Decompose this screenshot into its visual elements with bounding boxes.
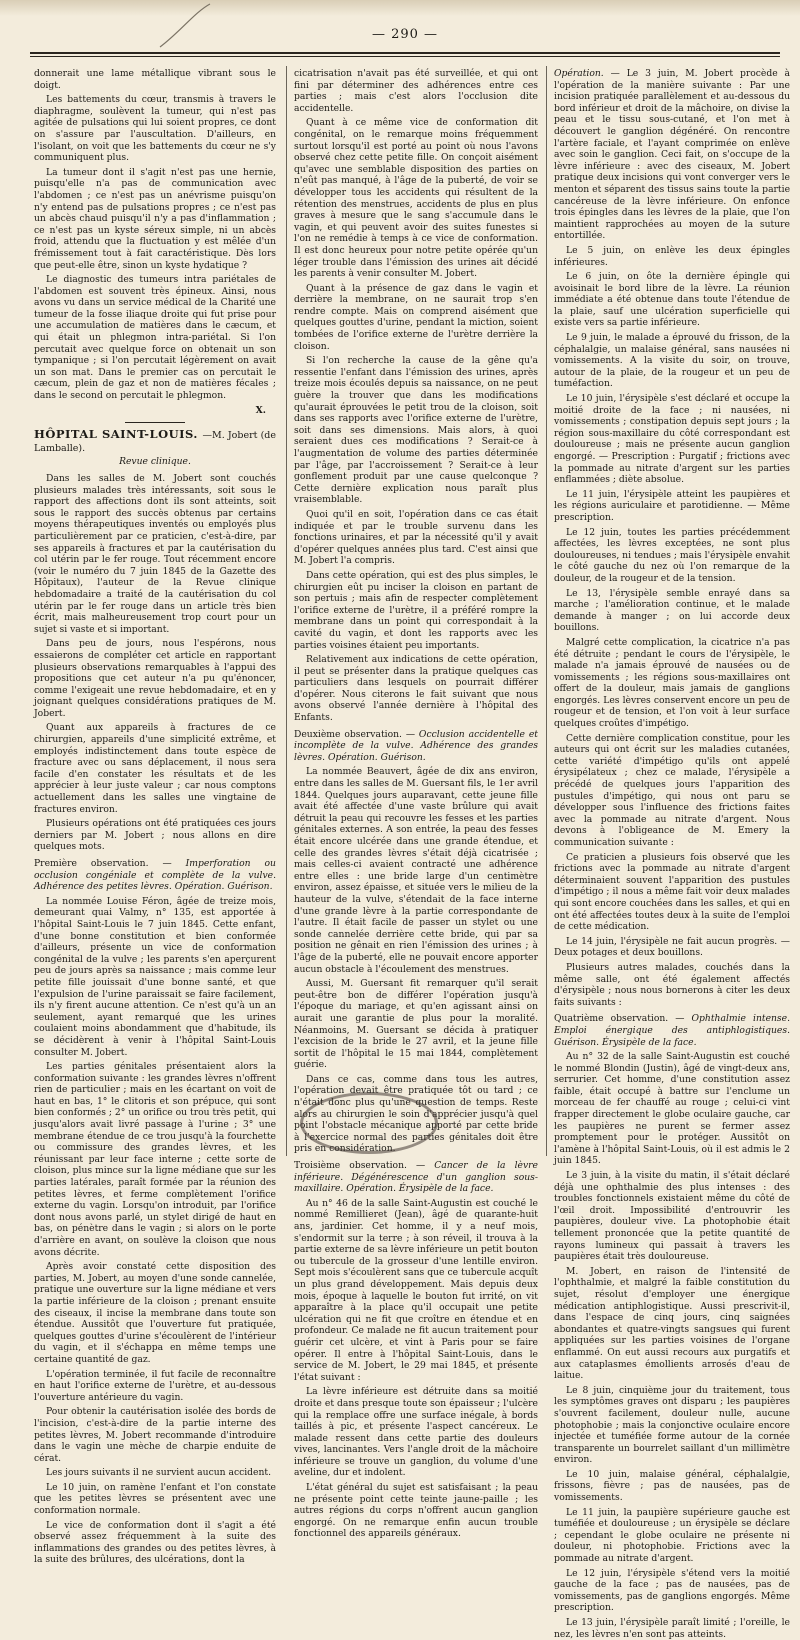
paragraph: Ce praticien a plusieurs fois observé que les frictions avec la pommade au nitrate d'argent déterminaient souvent l'apparition des pustules d'impétigo ; il nous a même fait voir deux malades qui sont encore couchées dans les salles, et qui en ont été affectées toutes deux à la suite de l'emploi de cette médication. xyxy=(554,851,790,933)
observation-label: Deuxième observation. xyxy=(294,728,402,740)
paragraph: Plusieurs opérations ont été pratiquées ces jours derniers par M. Jobert ; nous allons en dire quelques mots. xyxy=(34,818,276,853)
paragraph: Dans les salles de M. Jobert sont couchés plusieurs malades très intéressants, soit sous le rapport des affections dont ils sont atteints, soit sous le rapport des succès obtenus par certains moyens thérapeutiques inventés ou employés plus particulièrement par ce praticien, c'est-à-dire, par ses appareils à fractures et par la cautérisation du col utérin par le fer rouge. Tout récemment encore (voir le numéro du 7 juin 1845 de la Gazette des Hôpitaux), l'auteur de la Revue clinique hebdomadaire a traité de la cautérisation du col utérin par le fer rouge dans un article très bien écrit, mais malheureusement trop court pour un sujet si vaste et si important. xyxy=(34,473,276,635)
revue-clinique-heading: Revue clinique. xyxy=(119,456,191,468)
paragraph: Le 11 juin, la paupière supérieure gauche est tuméfiée et douloureuse ; un érysipèle se déclare ; cependant le globe oculaire ne présente ni douleur, ni photophobie. Frictions avec la pommade au nitrate d'argent. xyxy=(554,1506,790,1565)
paragraph: Le diagnostic des tumeurs intra pariétales de l'abdomen est souvent très épineux. Ainsi, nous avons vu dans un service médical de la Charité une tumeur de la fosse iliaque droite qui fut prise pour une accumulation de matières dans le cæcum, et qui était un phlegmon intra-pariétal. Si l'on percutait avec quelque force on obtenait un son tympanique ; si l'on percutait légèrement on avait un son mat. Dans le premier cas on percutait le cæcum, plein de gaz et non de matières fécales ; dans le second on percutait le phlegmon. xyxy=(34,274,276,402)
observation-label: Première observation. xyxy=(34,858,149,869)
paragraph: M. Jobert, en raison de l'intensité de l'ophthalmie, et malgré la faible constitution du sujet, résolut d'employer une énergique médication antiphlogistique. Aussi prescrivit-il, dans l'espace de cinq jours, cinq saignées abondantes et quatre-vingts sangsues qui furent appliquées sur les parties voisines de l'organe enflammé. On eut aussi recours aux purgatifs et aux cataplasmes émollients arrosés d'eau de laitue. xyxy=(554,1265,790,1382)
paragraph: Au n° 32 de la salle Saint-Augustin est couché le nommé Blondin (Justin), âgé de vingt-deux ans, serrurier. Cet homme, d'une constitution assez faible, était occupé à battre sur l'enclume un morceau de fer chauffé au rouge ; celui-ci vint frapper directement le globe oculaire gauche, car les paupières ne purent se fermer assez promptement pour le protéger. Aussitôt on l'amène à l'hôpital Saint-Louis, où il est admis le 2 juin 1845. xyxy=(554,1051,790,1167)
paragraph: Les battements du cœur, transmis à travers le diaphragme, soulèvent la tumeur, qui n'est pas agitée de pulsations qui lui soient propres, ce dont on s'assure par l'auscultation. D'ailleurs, en l'isolant, on voit que les battements du cœur ne s'y communiquent plus. xyxy=(34,94,276,164)
paragraph: Le 9 juin, le malade a éprouvé du frisson, de la céphalalgie, un malaise général, sans nausées ni vomissements. A la visite du soir, on trouve, autour de la plaie, de la rougeur et un peu de tuméfaction. xyxy=(554,332,790,390)
observation-heading-4 xyxy=(554,1013,790,1048)
header-rule-thin xyxy=(30,56,780,57)
operation-label: Opération. xyxy=(554,68,604,79)
observation-label: Troisième observation. xyxy=(294,1160,407,1172)
page-header xyxy=(30,22,780,46)
observation-title: — Imperforation ou occlusion congéniale et complète de la vulve. Adhérence des petites lèvres. Opération. Guérison. xyxy=(34,858,276,893)
paragraph: La tumeur dont il s'agit n'est pas une hernie, puisqu'elle n'a pas de communication avec l'abdomen ; ce n'est pas un anévrisme puisqu'on n'y entend pas de pulsations propres ; ce n'est pas un abcès chaud puisqu'il n'y a pas d'inflammation ; ce n'est pas un kyste séreux simple, ni un abcès froid, attendu que la fluctuation y est mêlée d'un frémissement tout à fait caractéristique. Dès lors que peut-elle être, sinon un kyste hydatique ? xyxy=(34,166,276,271)
paragraph: Après avoir constaté cette disposition des parties, M. Jobert, au moyen d'une sonde cannelée, pratique une ouverture sur la ligne médiane et vers la partie inférieure de la cloison ; prenant ensuite des ciseaux, il incise la membrane dans toute son étendue. Aussitôt que l'ouverture fut pratiquée, quelques gouttes d'urine s'écoulèrent de l'intérieur du vagin, et il s'échappa en même temps une certaine quantité de gaz. xyxy=(34,1261,276,1365)
paragraph: Le 3 juin, à la visite du matin, il s'était déclaré déjà une ophthalmie des plus intenses : des troubles fonctionnels existaient même du côté de l'œil droit. Impossibilité d'entrouvrir les paupières, douleur vive. La photophobie était tellement prononcée que la petite quantité de rayons lumineux qui passait à travers les paupières était très douloureuse. xyxy=(554,1170,790,1263)
observation-title: — Cancer de la lèvre inférieure. Dégénérescence d'un ganglion sous-maxillaire. Opération. Érysipèle de la face. xyxy=(294,1160,538,1195)
paragraph: Les parties génitales présentaient alors la conformation suivante : les grandes lèvres n'offrent rien de particulier ; mais en les écartant on voit de haut en bas, 1° le clitoris et son prépuce, qui sont bien conformés ; 2° un orifice ou trou très petit, qui jusqu'alors avait livré passage à l'urine ; 3° une membrane étendue de ce trou jusqu'à la fourchette ou commissure des grandes lèvres, et les réunissant par leur face interne ; cette sorte de cloison, plus mince sur la ligne médiane que sur les parties latérales, paraît formée par la réunion des petites lèvres, et ferme complètement l'orifice externe du vagin. Lorsqu'on introduit, par l'orifice dont nous avons parlé, un stylet dirigé de haut en bas, on pénètre dans le vagin ; si alors on le porte d'arrière en avant, on soulève la cloison que nous avons décrite. xyxy=(34,1061,276,1258)
col1-top-text xyxy=(34,68,276,402)
paragraph: Quant à ce même vice de conformation dit congénital, on le remarque moins fréquemment surtout lorsqu'il est porté au point où nous l'avons observé chez cette petite fille. On conçoit aisément qu'avec une semblable disposition des parties on n'eût pas manqué, à l'âge de la puberté, de voir se développer tous les accidents qui résultent de la rétention des menstrues, accidents de plus en plus graves à mesure que le sang s'accumule dans le vagin, et qui peuvent avoir des suites funestes si l'on ne remédie à temps à ce vice de conformation. Il est donc heureux pour notre petite opérée qu'un léger trouble dans l'émission des urines ait décidé les parents à venir consulter M. Jobert. xyxy=(294,117,538,280)
paragraph: Le 12 juin, toutes les parties précédemment affectées, les lèvres exceptées, ne sont plus douloureuses, ni tendues ; mais l'érysipèle envahit le côté gauche du nez où l'on remarque de la douleur, de la rougeur et de la tension. xyxy=(554,526,790,584)
paragraph: donnerait une lame métallique vibrant sous le doigt. xyxy=(34,68,276,91)
paragraph: Le 10 juin, l'érysipèle s'est déclaré et occupe la moitié droite de la face ; ni nausées, ni vomissements ; constipation depuis sept jours ; la région sous-maxillaire du côté correspondant est douloureuse ; mais ne présente aucun ganglion engorgé. — Prescription : Purgatif ; frictions avec la pommade au nitrate d'argent sur les parties enflammées ; diète absolue. xyxy=(554,393,790,486)
paragraph: La nommée Beauvert, âgée de dix ans environ, entre dans les salles de M. Guersant fils, le 1er avril 1844. Quelques jours auparavant, cette jeune fille avait été affectée d'une vaste brûlure qui avait détruit la peau qui recouvre les fesses et les parties génitales externes. A son entrée, la peau des fesses était encore ulcérée dans une grande étendue, et celle des grandes lèvres s'était déjà cicatrisée ; mais celles-ci avaient contracté une adhérence entre elles : une bride large d'un centimètre environ, assez épaisse, et située vers le milieu de la hauteur de la vulve, s'étendait de la face interne d'une grande lèvre à la partie correspondante de l'autre. Il était facile de passer un stylet ou une sonde cannelée derrière cette bride, qui par sa position ne gênait en rien l'émission des urines ; à l'âge de la puberté, elle ne pouvait encore apporter aucun obstacle à l'écoulement des menstrues. xyxy=(294,766,538,975)
column-2 xyxy=(294,68,538,1540)
paragraph: Aussi, M. Guersant fit remarquer qu'il serait peut-être bon de différer l'opération jusqu'à l'époque du mariage, et qu'en agissant ainsi on aurait une garantie de plus pour la moralité. Néanmoins, M. Guersant se décida à pratiquer l'excision de la bride le 27 avril, et la jeune fille sortit de l'hôpital le 15 mai 1844, complètement guérie. xyxy=(294,978,538,1071)
observation-heading-2 xyxy=(294,729,538,764)
paragraph: Si l'on recherche la cause de la gêne qu'a ressentie l'enfant dans l'émission des urines, après treize mois écoulés depuis sa naissance, on ne peut guère la trouver que dans les modifications qu'aurait éprouvées le petit trou de la cloison, soit dans ses rapports avec l'orifice externe de l'urètre, soit dans ses dimensions. Mais alors, à quoi seraient dues ces modifications ? Serait-ce à l'augmentation de volume des parties déterminée par l'âge, par l'accroissement ? Serait-ce à leur gonflement produit par une cause quelconque ? Cette dernière explication nous paraît plus vraisemblable. xyxy=(294,355,538,506)
author-signature: X. xyxy=(255,404,266,416)
paragraph: Dans ce cas, comme dans tous les autres, l'opération devait être pratiquée tôt ou tard ; ce n'était donc plus qu'une question de temps. Reste alors au chirurgien le soin d'apprécier jusqu'à quel point l'obstacle mécanique apporté par cette bride à l'exercice normal des parties génitales doit être pris en considération. xyxy=(294,1073,538,1155)
paragraph: Le 14 juin, l'érysipèle ne fait aucun progrès. — Deux potages et deux bouillons. xyxy=(554,935,790,959)
operation-text: — Le 3 juin, M. Jobert procède à l'opération de la manière suivante : Par une incision pratiquée parallèlement et au-dessous du bord inférieur et droit de la mâchoire, on divise la peau et le tissu sous-cutané, et l'on met à découvert le ganglion dégénéré. On rencontre l'artère faciale, et l'ayant comprimée on enlève avec soin le ganglion. Ceci fait, on s'occupe de la lèvre inférieure : avec des ciseaux, M. Jobert pratique deux incisions qui vont converger vers le menton et séparent des tissus sains toute la partie cancéreuse de la lèvre inférieure. On enfonce trois épingles dans les lèvres de la plaie, que l'on maintient rapprochées au moyen de la suture entortillée. xyxy=(554,68,791,242)
paragraph: Le 6 juin, on ôte la dernière épingle qui avoisinait le bord libre de la lèvre. La réunion immédiate a été obtenue dans toute l'étendue de la plaie, sauf une ulcération superficielle qui existe vers sa partie inférieure. xyxy=(554,271,790,329)
header-rule xyxy=(30,52,780,54)
paragraph: Le 13 juin, l'érysipèle paraît limité ; l'oreille, le nez, les lèvres n'en sont pas atteints. xyxy=(554,1617,790,1640)
observation-title: — Ophthalmie intense. Emploi énergique des antiphlogistiques. Guérison. Érysipèle de la face. xyxy=(554,1013,790,1048)
paragraph: La lèvre inférieure est détruite dans sa moitié droite et dans presque toute son épaisseur ; l'ulcère qui la remplace offre une surface inégale, à bords taillés à pic, et présente l'aspect cancéreux. Le malade ressent dans cette partie des douleurs vives, lancinantes. Vers l'angle droit de la mâchoire inférieure se trouve un ganglion, du volume d'une aveline, dur et indolent. xyxy=(294,1386,538,1479)
section-rule xyxy=(125,422,185,423)
observation-title: — Occlusion accidentelle et incomplète de la vulve. Adhérence des grandes lèvres. Opération. Guérison. xyxy=(294,728,538,763)
column-divider xyxy=(546,66,547,1156)
paragraph: Le 10 juin, malaise général, céphalalgie, frissons, fièvre ; pas de nausées, pas de vomissements. xyxy=(554,1468,790,1504)
paragraph: Au n° 46 de la salle Saint-Augustin est couché le nommé Remillieret (Jean), âgé de quarante-huit ans, jardinier. Cet homme, il y a neuf mois, s'endormit sur la terre ; à son réveil, il trouva à la partie externe de sa lèvre inférieure un petit bouton ou tubercule de la grosseur d'une lentille environ. Sept mois s'écoulèrent sans que ce tubercule acquît un plus grand développement. Mais depuis deux mois, époque à laquelle le bouton fut irrité, on vit apparaître à la place qu'il occupait une petite ulcération qui ne fit que croître en étendue et en profondeur. Ce malade ne fit aucun traitement pour guérir cet ulcère, et vint à Paris pour se faire opérer. Il entre à l'hôpital Saint-Louis, dans le service de M. Jobert, le 29 mai 1845, et présente l'état suivant : xyxy=(294,1197,538,1383)
column-1 xyxy=(34,68,276,1566)
observation-label: Quatrième observation. xyxy=(554,1013,669,1025)
paragraph: Malgré cette complication, la cicatrice n'a pas été détruite ; pendant le cours de l'érysipèle, le malade n'a jamais éprouvé de nausées ou de vomissements ; les régions sous-maxillaires ont offert de la douleur, mais jamais de ganglions engorgés. Les lèvres conservent encore un peu de rougeur et de tension, et l'on voit à leur surface quelques croûtes d'impétigo. xyxy=(554,636,790,730)
hospital-author: —M. Jobert (de Lamballe). xyxy=(34,430,276,454)
hospital-heading xyxy=(34,429,276,454)
paragraph: Pour obtenir la cautérisation isolée des bords de l'incision, c'est-à-dire de la partie interne des petites lèvres, M. Jobert recommande d'introduire dans le vagin une mèche de charpie enduite de cérat. xyxy=(34,1406,276,1464)
page-number: — 290 — xyxy=(371,26,439,42)
paragraph: Le 8 juin, cinquième jour du traitement, tous les symptômes graves ont disparu ; les paupières s'ouvrent facilement, douleur nulle, aucune photophobie ; mais la conjonctive oculaire encore injectée et tuméfiée forme autour de la cornée transparente un bourrelet saillant d'un millimètre environ. xyxy=(554,1384,790,1466)
paragraph: L'opération terminée, il fut facile de reconnaître en haut l'orifice externe de l'urètre, et au-dessous l'ouverture antérieure du vagin. xyxy=(34,1368,276,1403)
paragraph: Les jours suivants il ne survient aucun accident. xyxy=(46,1467,272,1479)
paragraph: cicatrisation n'avait pas été surveillée, et qui ont fini par déterminer des adhérences entre ces parties ; mais c'est alors l'occlusion dite accidentelle. xyxy=(294,68,538,114)
paragraph: Quant à la présence de gaz dans le vagin et derrière la membrane, on ne saurait trop s'en rendre compte. Mais on comprend aisément que quelques gouttes d'urine, pendant la miction, soient tombées de l'orifice externe de l'urètre derrière la cloison. xyxy=(294,282,538,352)
paragraph: Le vice de conformation dont il s'agit a été observé assez fréquemment à la suite des inflammations des grandes ou des petites lèvres, à la suite des brûlures, des ulcérations, dont la xyxy=(34,1519,276,1566)
paragraph: Quoi qu'il en soit, l'opération dans ce cas était indiquée et par le trouble survenu dans les fonctions urinaires, et par la nécessité qu'il y avait d'opérer quelques années plus tard. C'est ainsi que M. Jobert l'a compris. xyxy=(294,508,538,567)
paragraph: Le 11 juin, l'érysipèle atteint les paupières et les régions auriculaire et parotidienne. — Même prescription. xyxy=(554,488,790,523)
paragraph: Cette dernière complication constitue, pour les auteurs qui ont écrit sur les maladies cutanées, cette variété d'impétigo qu'ils ont appelé érysipélateux ; chez ce malade, l'érysipèle a précédé de quelques jours l'apparition des pustules d'impétigo, qui nous ont paru se développer sous l'influence des frictions faites avec la pommade au nitrate d'argent. Nous devons à l'obligeance de M. Emery la communication suivante : xyxy=(554,732,790,848)
column-divider xyxy=(286,66,287,1156)
paragraph: Relativement aux indications de cette opération, il peut se présenter dans la pratique quelques cas particuliers dans lesquels on pourrait différer d'opérer. Nous citerons le fait suivant que nous avons observé l'année dernière à l'hôpital des Enfants. xyxy=(294,654,538,724)
paragraph: Le 5 juin, on enlève les deux épingles inférieures. xyxy=(554,244,790,268)
paragraph: Le 13, l'érysipèle semble enrayé dans sa marche ; l'amélioration continue, et le malade demande à manger ; on lui accorde deux bouillons. xyxy=(554,587,790,634)
paragraph: Quant aux appareils à fractures de ce chirurgien, appareils d'une simplicité extrême, et employés indistinctement dans toute espèce de fracture avec ou sans déplacement, il nous sera facile d'en constater les résultats et de les apprécier à leur juste valeur ; car nous comptons actuellement dans les salles une vingtaine de fractures environ. xyxy=(34,722,276,815)
observation-heading-1 xyxy=(34,858,276,893)
observation-heading-3 xyxy=(294,1160,538,1195)
hospital-title: HÔPITAL SAINT-LOUIS. xyxy=(34,427,198,442)
paragraph: Le 10 juin, on ramène l'enfant et l'on constate que les petites lèvres se présentent avec une conformation normale. xyxy=(34,1481,276,1517)
paragraph xyxy=(554,68,790,242)
paragraph: L'état général du sujet est satisfaisant ; la peau ne présente point cette teinte jaune-paille ; les autres régions du corps n'offrent aucun ganglion engorgé. On ne remarque enfin aucun trouble fonctionnel des appareils généraux. xyxy=(294,1482,538,1540)
paragraph: Dans peu de jours, nous l'espérons, nous essaierons de compléter cet article en rapportant plusieurs observations remarquables à l'appui des propositions que cet auteur n'a pu qu'énoncer, comme l'exigeait une revue hebdomadaire, et en y joignant quelques considérations pratiques de M. Jobert. xyxy=(34,638,276,719)
column-3 xyxy=(554,68,791,1640)
paragraph: Plusieurs autres malades, couchés dans la même salle, ont été également affectés d'érysipèle ; nous nous bornerons à citer les deux faits suivants : xyxy=(554,961,790,1008)
paper-edge xyxy=(0,0,800,16)
paragraph: Le 12 juin, l'érysipèle s'étend vers la moitié gauche de la face ; pas de nausées, pas de vomissements, pas de ganglions engorgés. Même prescription. xyxy=(554,1567,790,1614)
paragraph: La nommée Louise Féron, âgée de treize mois, demeurant quai Valmy, n° 135, est apportée à l'hôpital Saint-Louis le 7 juin 1845. Cette enfant, d'une bonne constitution et bien conformée d'ailleurs, présente un vice de conformation congénital de la vulve ; les parents s'en aperçurent peu de jours après sa naissance ; mais comme leur petite fille jouissait d'une bonne santé, et que l'expulsion de l'urine paraissait se faire facilement, ils n'y firent aucune attention. Ce n'est qu'à un an seulement, ayant remarqué que les urines coulaient moins abondamment que d'habitude, ils se décidèrent à venir à l'hôpital Saint-Louis consulter M. Jobert. xyxy=(34,895,276,1058)
paragraph: Dans cette opération, qui est des plus simples, le chirurgien eût pu inciser la cloison en partant de son pertuis ; mais afin de respecter complètement l'orifice externe de l'urètre, il a préféré rompre la membrane dans un point qui correspondait à la cavité du vagin, et dont les rapports avec les parties voisines étaient peu importants. xyxy=(294,569,538,651)
